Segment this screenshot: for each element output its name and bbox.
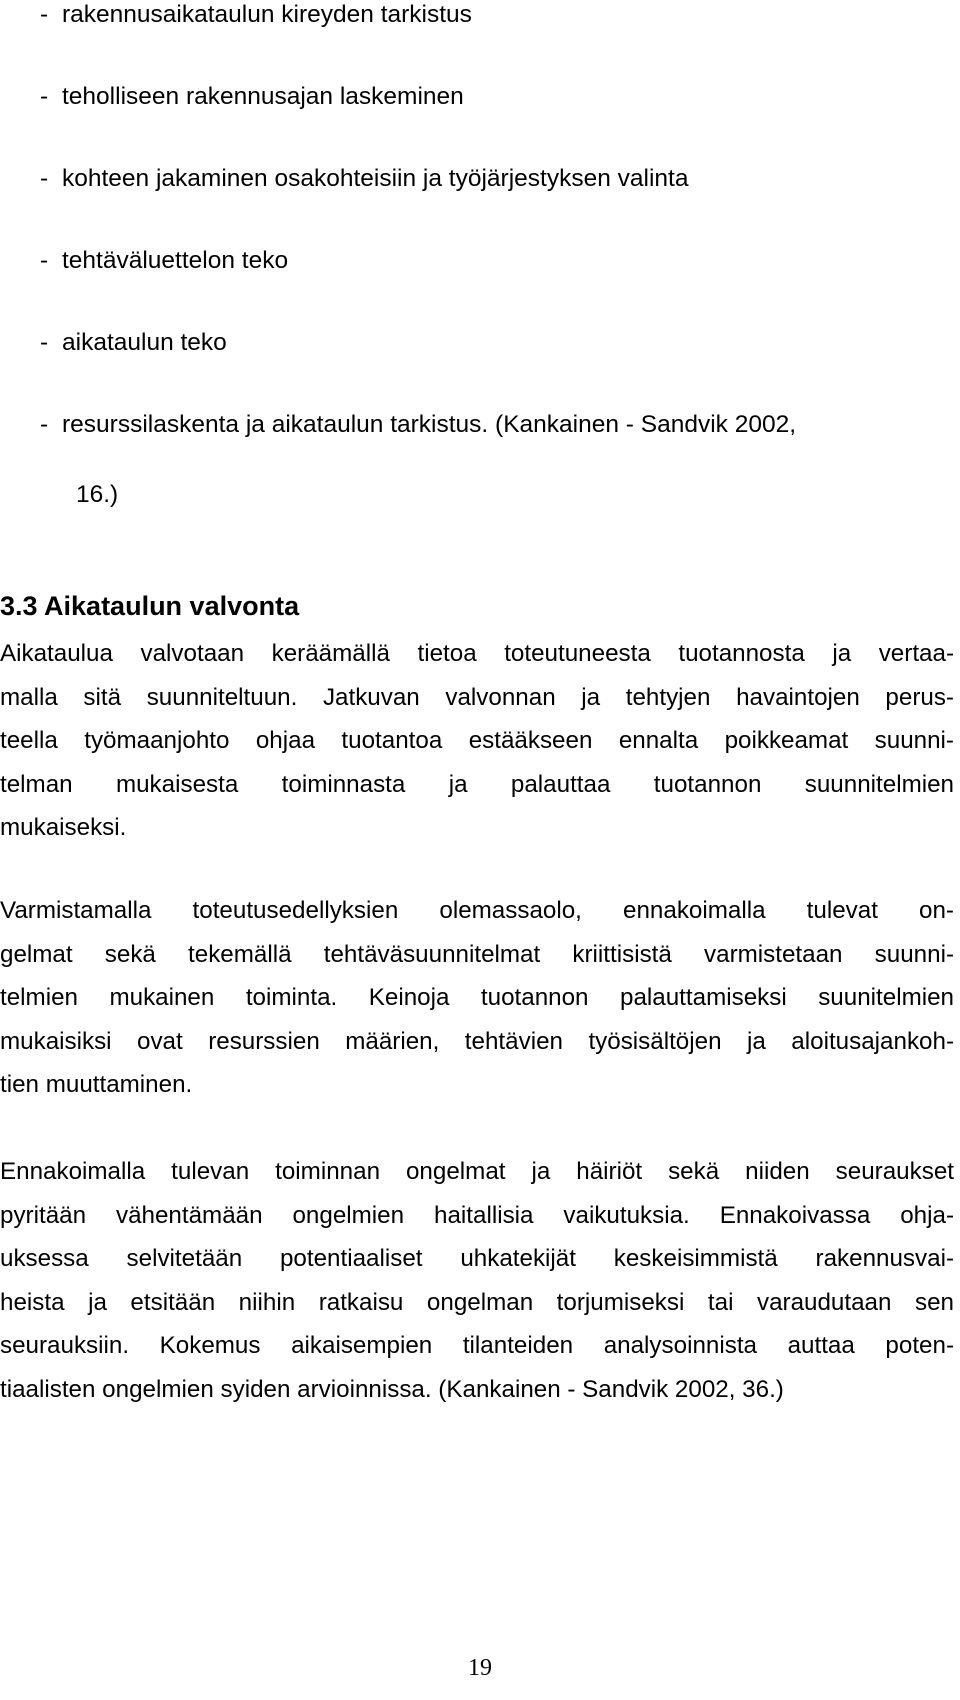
list-item-text: teholliseen rakennusajan laskeminen (62, 83, 464, 110)
text-line: tien muuttaminen. (0, 1071, 193, 1098)
text-line: heista ja etsitään niihin ratkaisu ongelman torjumiseksi tai varaudutaan sen (0, 1288, 954, 1316)
list-item-text: resurssilaskenta ja aikataulun tarkistus. (Kankainen - Sandvik 2002, (62, 411, 797, 438)
text-line: malla sitä suunniteltuun. Jatkuvan valvonnan ja tehtyjen havaintojen perus- (0, 683, 954, 711)
list-item-text: rakennusaikataulun kireyden tarkistus (62, 1, 472, 28)
page-number: 19 (468, 1655, 492, 1681)
list-item-text: aikataulun teko (62, 329, 227, 356)
list-item-text: kohteen jakaminen osakohteisiin ja työjärjestyksen valinta (62, 165, 689, 192)
bullet-dash: - (40, 165, 49, 192)
paragraph-2 (0, 889, 954, 1107)
text-line: teella työmaanjohto ohjaa tuotantoa estääkseen ennalta poikkeamat suunni- (0, 727, 954, 754)
bullet-dash: - (40, 329, 49, 356)
text-line: telmien mukainen toiminta. Keinoja tuotannon palauttamiseksi suunitelmien (0, 984, 954, 1011)
paragraph-3 (0, 1150, 954, 1411)
text-line: mukaisiksi ovat resurssien määrien, tehtävien työsisältöjen ja aloitusajankoh- (0, 1027, 954, 1055)
text-line: seurauksiin. Kokemus aikaisempien tilanteiden analysoinnista auttaa poten- (0, 1332, 954, 1359)
text-line: uksessa selvitetään potentiaaliset uhkatekijät keskeisimmistä rakennusvai- (0, 1245, 954, 1272)
list-item-continuation (76, 480, 118, 509)
text-line: telman mukaisesta toiminnasta ja palauttaa tuotannon suunnitelmien (0, 770, 954, 798)
bullet-dash: - (40, 247, 49, 274)
text-line: Varmistamalla toteutusedellyksien olemassaolo, ennakoimalla tulevat on- (0, 897, 954, 924)
bullet-dash: - (40, 83, 49, 110)
list-item-text: 16.) (76, 481, 119, 508)
list-item (40, 328, 227, 357)
list-item (40, 410, 796, 439)
text-line: mukaiseksi. (0, 814, 127, 841)
paragraph-1 (0, 632, 954, 850)
list-item (40, 82, 464, 111)
section-heading: 3.3 Aikataulun valvonta (0, 591, 300, 621)
text-line: Aikataulua valvotaan keräämällä tietoa toteutuneesta tuotannosta ja vertaa- (0, 640, 954, 667)
list-item-text: tehtäväluettelon teko (62, 247, 289, 274)
text-line: gelmat sekä tekemällä tehtäväsuunnitelmat kriittisistä varmistetaan suunni- (0, 940, 954, 968)
list-item (40, 246, 288, 275)
text-line: tiaalisten ongelmien syiden arvioinnissa. (Kankainen - Sandvik 2002, 36.) (0, 1375, 784, 1403)
text-line: pyritään vähentämään ongelmien haitallisia vaikutuksia. Ennakoivassa ohja- (0, 1201, 954, 1229)
list-item (40, 0, 472, 29)
bullet-dash: - (40, 411, 49, 438)
bullet-dash: - (40, 1, 49, 28)
text-line: Ennakoimalla tulevan toiminnan ongelmat ja häiriöt sekä niiden seuraukset (0, 1158, 954, 1185)
list-item (40, 164, 688, 193)
